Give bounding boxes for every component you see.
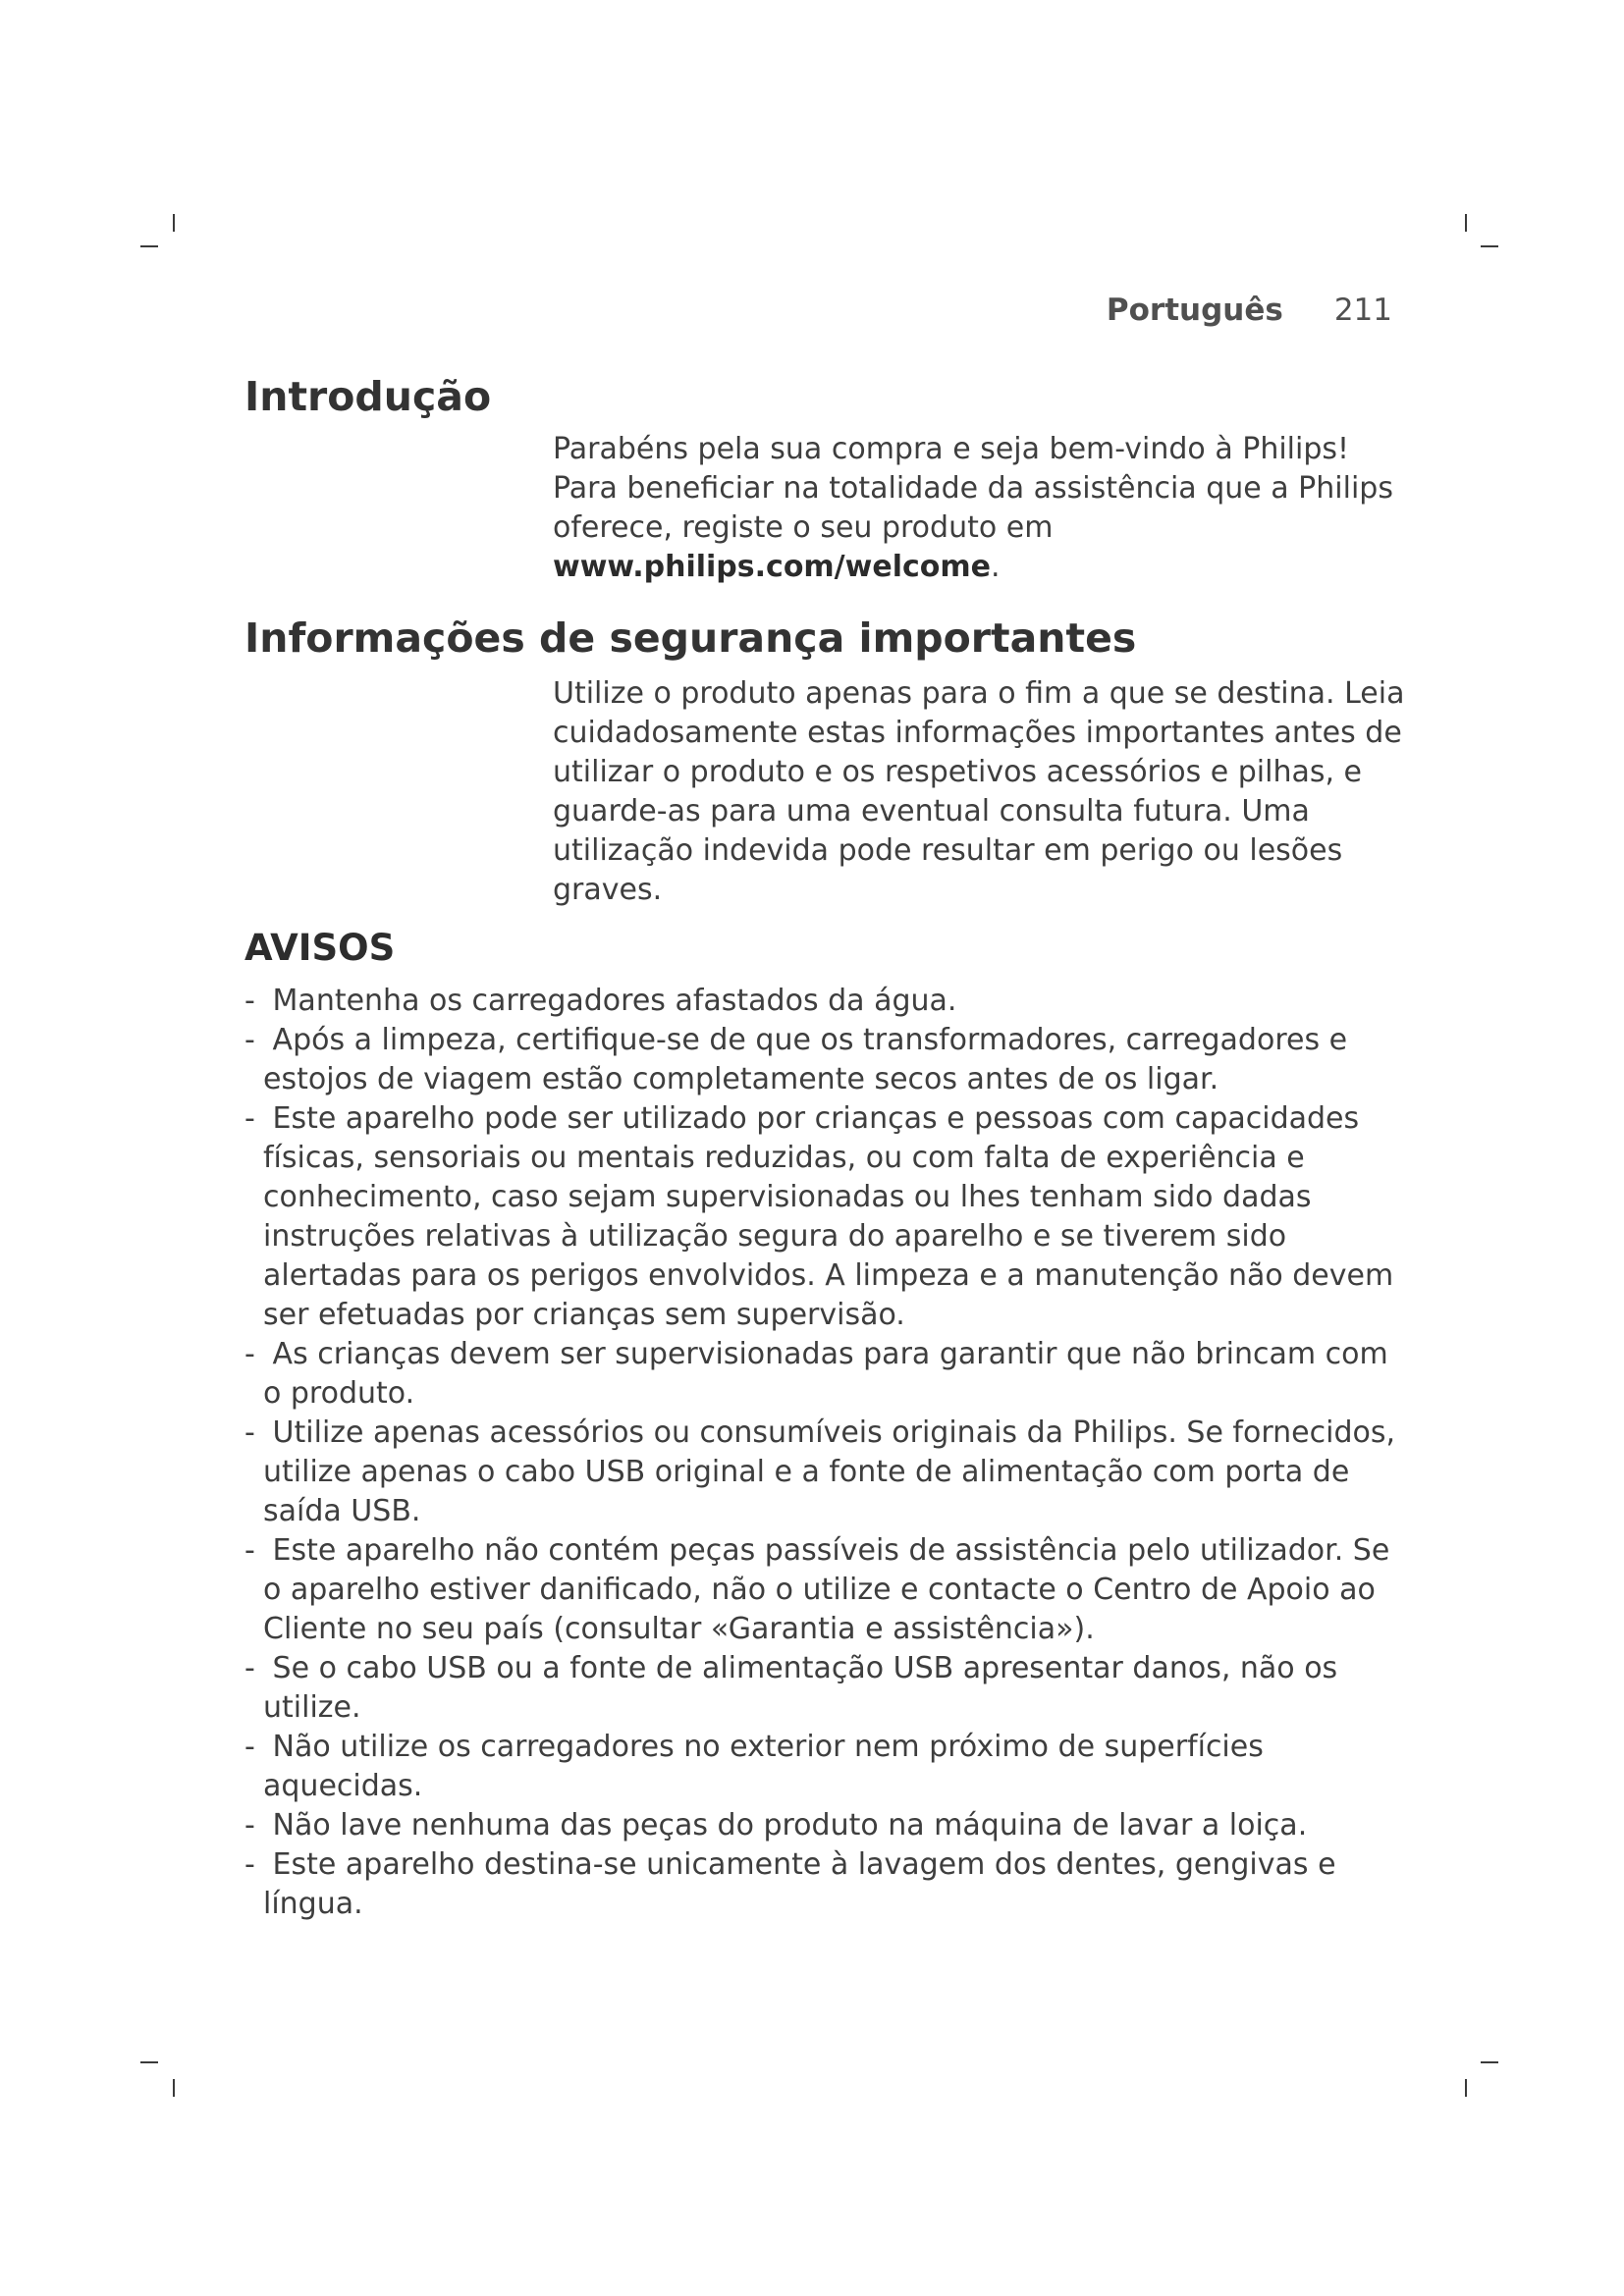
crop-mark-bottom-right-horizontal: [1481, 2061, 1498, 2063]
intro-heading: Introdução: [244, 373, 492, 420]
intro-period: .: [991, 550, 1001, 584]
running-header: [982, 293, 1392, 328]
warning-item: - Mantenha os carregadores afastados da água.: [244, 984, 957, 1018]
welcome-link[interactable]: www.philips.com/welcome: [553, 550, 991, 584]
warnings-heading: AVISOS: [244, 927, 396, 969]
crop-mark-bottom-left-horizontal: [140, 2061, 158, 2063]
intro-text: Parabéns pela sua compra e seja bem-vindo à Philips! Para beneficiar na totalidade da assistência que a Philips oferece, registe o seu produto em: [553, 432, 1393, 545]
warning-item: - Utilize apenas acessórios ou consumíveis originais da Philips. Se fornecidos, utilize apenas o cabo USB original e a fonte de alimentação com porta de saída USB.: [244, 1415, 1396, 1528]
crop-mark-top-right-horizontal: [1481, 245, 1498, 247]
crop-mark-top-left-vertical: [173, 214, 175, 232]
warning-item: - Não lave nenhuma das peças do produto na máquina de lavar a loiça.: [244, 1808, 1308, 1842]
warning-item: - Não utilize os carregadores no exterior nem próximo de superfícies aquecidas.: [244, 1730, 1264, 1803]
crop-mark-bottom-left-vertical: [173, 2079, 175, 2097]
crop-mark-bottom-right-vertical: [1465, 2079, 1467, 2097]
safety-heading: Informações de segurança importantes: [244, 614, 1137, 662]
warning-item: - Após a limpeza, certifique-se de que os transformadores, carregadores e estojos de viagem estão completamente secos antes de os ligar.: [244, 1023, 1348, 1096]
warning-item: - Este aparelho pode ser utilizado por crianças e pessoas com capacidades físicas, sensoriais ou mentais reduzidas, ou com falta de experiência e conhecimento, caso sejam supervisionadas ou lhes tenham sido dadas instruções relativas à utilização segura do aparelho e se tiverem sido alertadas para os perigos envolvidos. A limpeza e a manutenção não devem ser efetuadas por crianças sem supervisão.: [244, 1101, 1394, 1332]
warning-item: - Este aparelho destina-se unicamente à lavagem dos dentes, gengivas e língua.: [244, 1847, 1336, 1921]
crop-mark-top-left-horizontal: [140, 245, 158, 247]
warning-item: - As crianças devem ser supervisionadas para garantir que não brincam com o produto.: [244, 1337, 1388, 1411]
page-number: 211: [1333, 293, 1392, 328]
safety-paragraph: Utilize o produto apenas para o fim a que se destina. Leia cuidadosamente estas informações importantes antes de utilizar o produto e os respetivos acessórios e pilhas, e guarde-as para uma eventual consulta futura. Uma utilização indevida pode resultar em perigo ou lesões graves.: [553, 676, 1405, 907]
header-language: Português: [1106, 293, 1283, 328]
intro-paragraph: [553, 430, 1407, 587]
warning-item: - Se o cabo USB ou a fonte de alimentação USB apresentar danos, não os utilize.: [244, 1651, 1338, 1725]
warnings-list: [244, 982, 1403, 1924]
crop-mark-top-right-vertical: [1465, 214, 1467, 232]
warning-item: - Este aparelho não contém peças passíveis de assistência pelo utilizador. Se o aparelho estiver danificado, não o utilize e contacte o Centro de Apoio ao Cliente no seu país (consultar «Garantia e assistência»).: [244, 1533, 1390, 1646]
